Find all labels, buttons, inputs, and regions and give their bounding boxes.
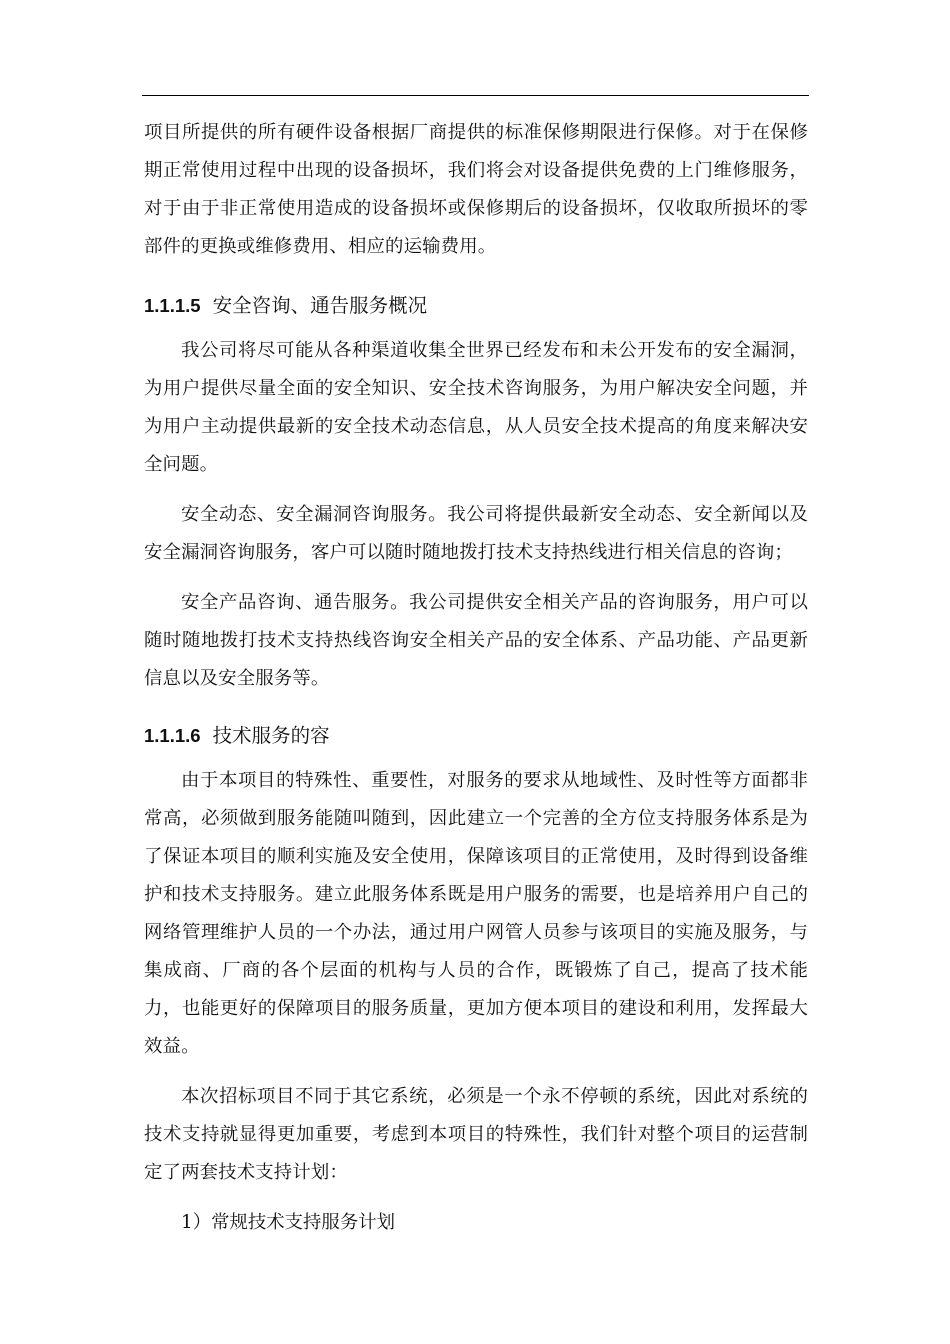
paragraph-service-system: 由于本项目的特殊性、重要性，对服务的要求从地域性、及时性等方面都非常高，必须做到服务能随叫随到，因此建立一个完善的全方位支持服务体系是为了保证本项目的顺利实施及安全使用，保障该项目的正常使用，及时得到设备维护和技术支持服务。建立此服务体系既是用户服务的需要，也是培养用户自己的网络管理维护人员的一个办法，通过用户网管人员参与该项目的实施及服务，与集成商、厂商的各个层面的机构与人员的合作，既锻炼了自己，提高了技术能力，也能更好的保障项目的服务质量，更加方便本项目的建设和利用，发挥最大效益。 xyxy=(144,770,808,1057)
section-heading-1-1-1-6 xyxy=(144,710,808,762)
section-number: 1.1.1.5 xyxy=(144,295,201,316)
section-heading-1-1-1-5 xyxy=(144,280,808,332)
section-title: 技术服务的容 xyxy=(212,724,330,747)
header-rule xyxy=(142,95,809,96)
paragraph-support-plans: 本次招标项目不同于其它系统，必须是一个永不停顿的系统，因此对系统的技术支持就显得更加重要，考虑到本项目的特殊性，我们针对整个项目的运营制定了两套技术支持计划： xyxy=(144,1086,808,1183)
section-number: 1.1.1.6 xyxy=(144,725,201,746)
paragraph-security-intro: 我公司将尽可能从各种渠道收集全世界已经发布和未公开发布的安全漏洞，为用户提供尽量全面的安全知识、安全技术咨询服务，为用户解决安全问题，并为用户主动提供最新的安全技术动态信息，从人员安全技术提高的角度来解决安全问题。 xyxy=(144,340,808,475)
list-item-regular-support: 1）常规技术支持服务计划 xyxy=(181,1212,395,1233)
paragraph-security-products: 安全产品咨询、通告服务。我公司提供安全相关产品的咨询服务，用户可以随时随地拨打技术支持热线咨询安全相关产品的安全体系、产品功能、产品更新信息以及安全服务等。 xyxy=(144,592,808,689)
section-title: 安全咨询、通告服务概况 xyxy=(212,294,428,317)
document-body xyxy=(144,114,808,1242)
paragraph-security-news: 安全动态、安全漏洞咨询服务。我公司将提供最新安全动态、安全新闻以及安全漏洞咨询服务，客户可以随时随地拨打技术支持热线进行相关信息的咨询； xyxy=(144,504,808,563)
paragraph-warranty: 项目所提供的所有硬件设备根据厂商提供的标准保修期限进行保修。对于在保修期正常使用过程中出现的设备损坏，我们将会对设备提供免费的上门维修服务，对于由于非正常使用造成的设备损坏或保修期后的设备损坏，仅收取所损坏的零部件的更换或维修费用、相应的运输费用。 xyxy=(144,122,808,257)
